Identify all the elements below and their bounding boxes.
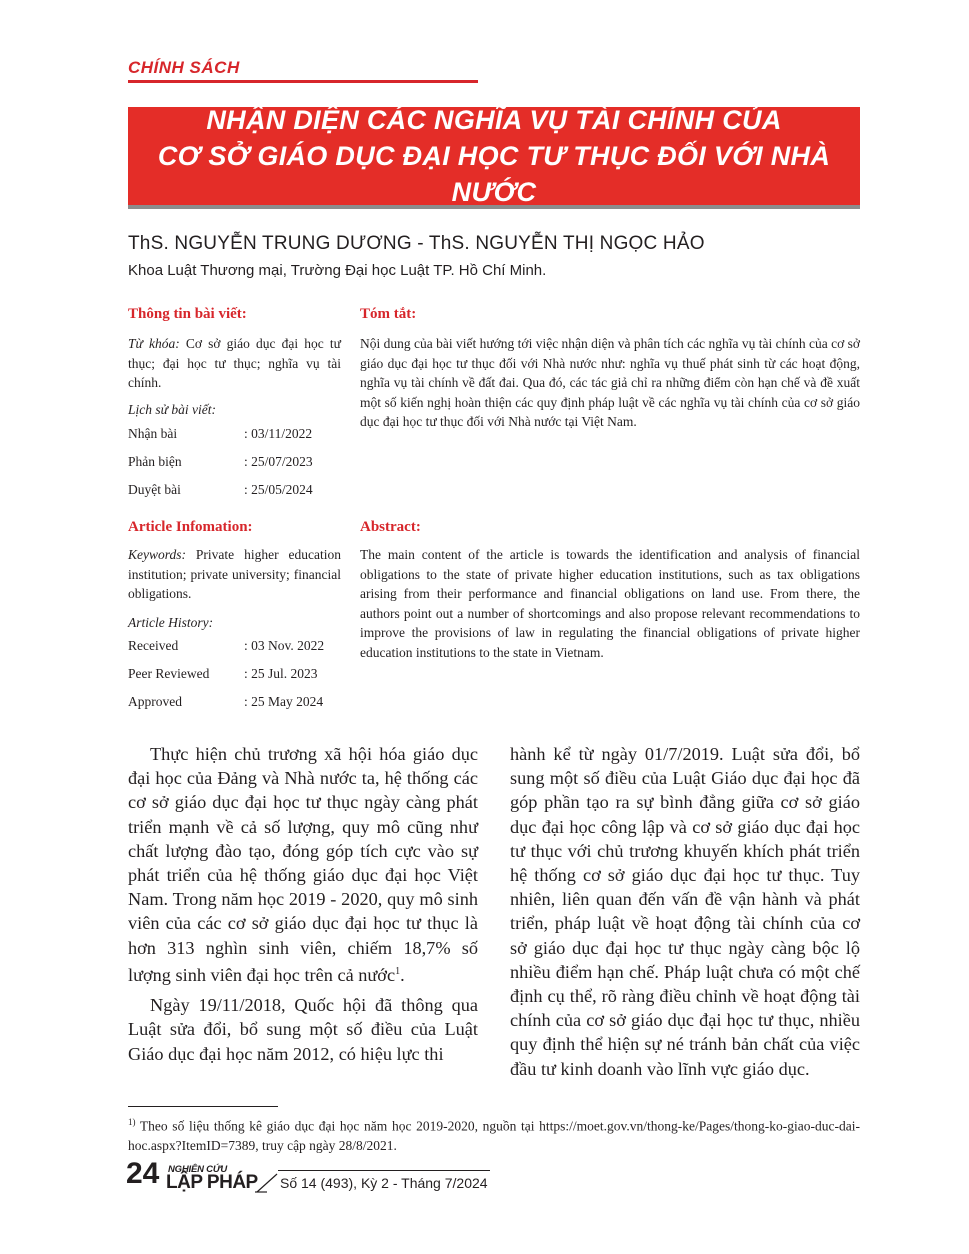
authors: ThS. NGUYỄN TRUNG DƯƠNG - ThS. NGUYỄN THỊ NGỌC HẢO bbox=[128, 233, 705, 254]
history-row bbox=[128, 632, 341, 660]
abstract-text: The main content of the article is towards the identification and analysis of financial obligations to the state of private higher education institutions, such as tax obligations arising from their performance and financial obligations on land use. From there, the authors point out a number of shortcomings and also propose relevant recommendations to improve the provisions of law in regulating the financial obligations of private higher education institutions to the state in Vietnam. bbox=[360, 547, 860, 660]
body-column-1 bbox=[128, 742, 478, 1066]
history-value: : 03 Nov. 2022 bbox=[244, 638, 325, 653]
affiliation: Khoa Luật Thương mại, Trường Đại học Luật TP. Hồ Chí Minh. bbox=[128, 262, 547, 279]
page-number: 24 bbox=[126, 1157, 160, 1190]
history-label: Lịch sử bài viết: bbox=[128, 401, 216, 417]
footnote-ref: 1 bbox=[395, 965, 401, 977]
history-row bbox=[128, 420, 341, 448]
history-list-en bbox=[128, 632, 341, 716]
body-text-end: . bbox=[400, 964, 405, 985]
title-line-2: CƠ SỞ GIÁO DỤC ĐẠI HỌC TƯ THỤC ĐỐI VỚI NHÀ NƯỚC bbox=[157, 141, 831, 207]
keywords-en bbox=[128, 545, 341, 604]
footnote-rule bbox=[128, 1106, 278, 1107]
history-row bbox=[128, 448, 341, 476]
keywords-label: Từ khóa: bbox=[128, 336, 180, 351]
history-value: : 25 May 2024 bbox=[244, 694, 324, 709]
history-key: Phản biện bbox=[128, 454, 182, 469]
summary-heading: Tóm tắt: bbox=[360, 306, 417, 322]
body-column-2 bbox=[510, 742, 860, 1081]
footnote-text: Theo số liệu thống kê giáo dục đại học năm học 2019-2020, nguồn tại https://moet.gov.vn/thong-ke/Pages/thong-ko-giao-duc-dai-hoc.aspx?ItemID=7389, truy cập ngày 28/8/2021. bbox=[128, 1118, 860, 1153]
summary-text: Nội dung của bài viết hướng tới việc nhận diện và phân tích các nghĩa vụ tài chính của cơ sở giáo dục đại học tư thục đối với Nhà nước như: nghĩa vụ thuế phát sinh từ các hoạt động, nghĩa vụ tài chính về đất đai. Qua đó, các tác giả chỉ ra những điểm còn hạn chế và đề xuất một số kiến nghị hoàn thiện các quy định pháp luật về các nghĩa vụ tài chính của cơ sở giáo dục đại học tư thục đối với Nhà nước tại Việt Nam. bbox=[360, 336, 860, 429]
article-info-heading: Thông tin bài viết: bbox=[128, 306, 247, 322]
body-paragraph: hành kể từ ngày 01/7/2019. Luật sửa đổi, bổ sung một số điều của Luật Giáo dục đại học đã góp phần tạo ra sự bình đẳng giữa cơ sở giáo dục đại học công lập và cơ sở giáo dục đại học tư thục với chủ trương khuyến khích phát triển hệ thống cơ sở giáo dục đại học tư thục. Tuy nhiên, liên quan đến vấn đề vận hành và phát triển, pháp luật về hoạt động tài chính của cơ sở giáo dục đại học tư thục ngày càng bộc lộ nhiều điểm hạn chế. Pháp luật chưa có một chế định cụ thể, rõ ràng điều chỉnh về hoạt động tài chính của cơ sở giáo dục đại học tư thục, nhiều quy định thể hiện sự né tránh bản chất của việc đầu tư kinh doanh vào lĩnh vực giáo dục. bbox=[510, 744, 860, 1079]
history-row bbox=[128, 688, 341, 716]
history-key: Nhận bài bbox=[128, 426, 178, 441]
title-banner bbox=[128, 107, 860, 209]
footnote bbox=[128, 1113, 860, 1156]
history-value: : 03/11/2022 bbox=[244, 426, 313, 441]
keywords-vi bbox=[128, 334, 341, 393]
history-key: Duyệt bài bbox=[128, 482, 181, 497]
footnote-marker: 1) bbox=[128, 1117, 136, 1127]
history-row bbox=[128, 476, 341, 504]
history-label-en: Article History: bbox=[128, 614, 214, 630]
keywords-label-en: Keywords: bbox=[128, 547, 186, 562]
issue-info: Số 14 (493), Kỳ 2 - Tháng 7/2024 bbox=[280, 1175, 488, 1191]
issue-rule bbox=[278, 1170, 490, 1171]
history-key: Peer Reviewed bbox=[128, 666, 210, 681]
body-paragraph bbox=[128, 742, 478, 987]
history-key: Approved bbox=[128, 694, 182, 709]
history-key: Received bbox=[128, 638, 179, 653]
history-value: : 25/07/2023 bbox=[244, 454, 313, 469]
article-info-heading-en: Article Infomation: bbox=[128, 519, 253, 535]
abstract-heading: Abstract: bbox=[360, 519, 421, 535]
body-paragraph: Ngày 19/11/2018, Quốc hội đã thông qua Luật sửa đổi, bổ sung một số điều của Luật Giáo dục đại học năm 2012, có hiệu lực thi bbox=[128, 995, 478, 1064]
section-rule bbox=[128, 80, 478, 83]
history-list bbox=[128, 420, 341, 504]
section-label: CHÍNH SÁCH bbox=[128, 58, 240, 77]
title-line-1: NHẬN DIỆN CÁC NGHĨA VỤ TÀI CHÍNH CỦA bbox=[206, 105, 782, 135]
keywords-text-en: Private higher education institution; private university; financial obligations. bbox=[128, 547, 341, 601]
journal-logo-top: NGHIÊN CỨU bbox=[168, 1164, 227, 1175]
article-info-en bbox=[128, 519, 341, 716]
abstract-en bbox=[360, 519, 860, 662]
article-info-vi bbox=[128, 306, 341, 504]
summary-vi bbox=[360, 306, 860, 432]
history-row bbox=[128, 660, 341, 688]
journal-logo: LẬP PHÁP bbox=[166, 1172, 258, 1193]
history-value: : 25/05/2024 bbox=[244, 482, 313, 497]
keywords-text: Cơ sở giáo dục đại học tư thục; đại học tư thục; nghĩa vụ tài chính. bbox=[128, 336, 342, 390]
logo-slash-icon bbox=[255, 1172, 281, 1194]
history-value: : 25 Jul. 2023 bbox=[244, 666, 318, 681]
body-text: Thực hiện chủ trương xã hội hóa giáo dục đại học của Đảng và Nhà nước ta, hệ thống các cơ sở giáo dục đại học tư thục ngày càng phát triển mạnh về cả số lượng, quy mô cũng như chất lượng đào tạo, đóng góp tích cực vào sự phát triển của hệ thống giáo dục đại học Việt Nam. Trong năm học 2019 - 2020, quy mô sinh viên của các cơ sở giáo dục đại học tư thục là hơn 313 nghìn sinh viên, chiếm 18,7% số lượng sinh viên đại học trên cả nước bbox=[128, 744, 478, 985]
